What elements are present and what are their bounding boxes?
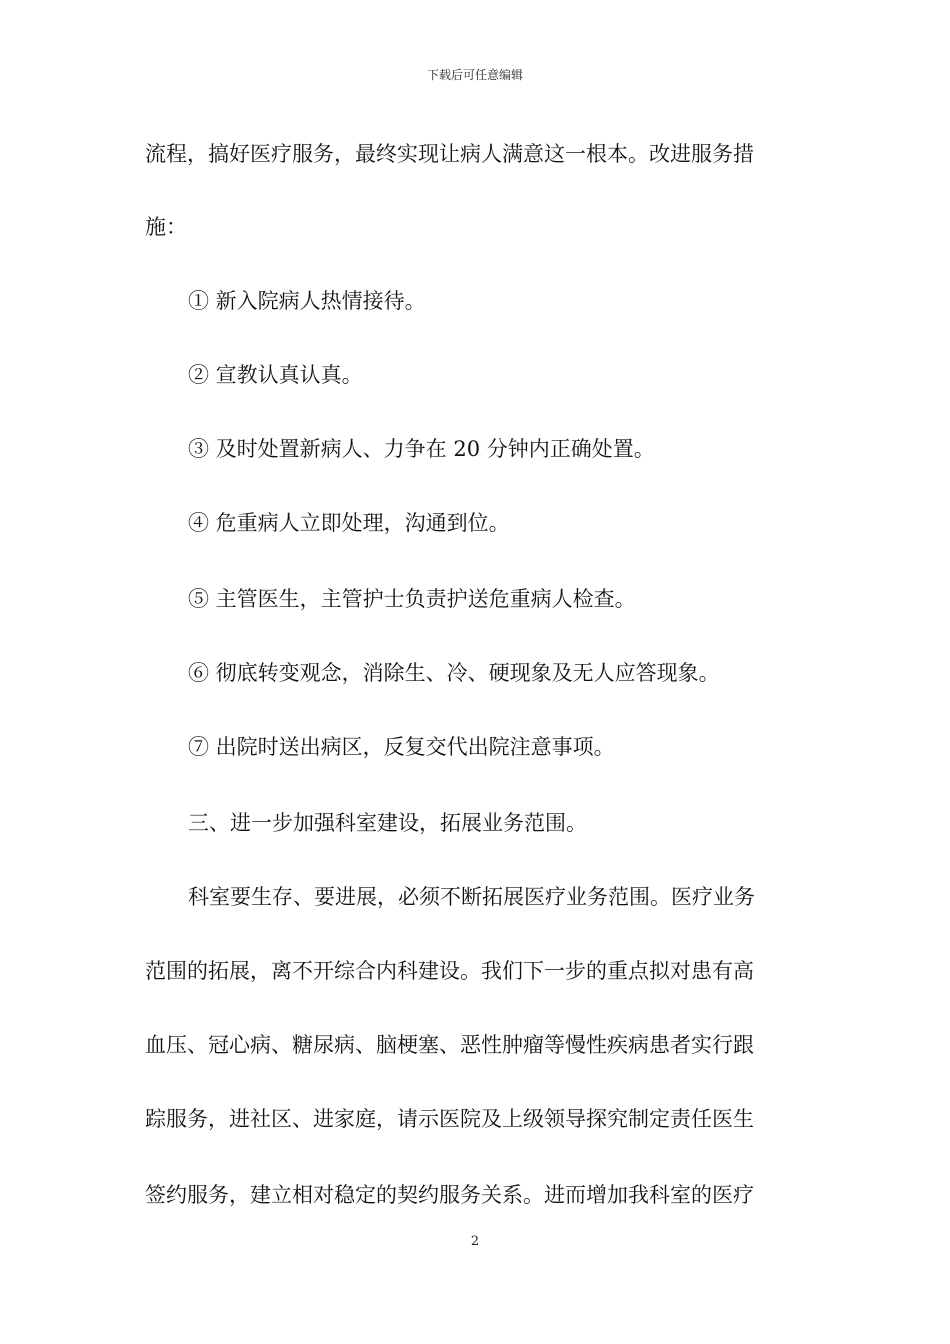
- list-item: ② 宣教认真认真。: [188, 363, 363, 387]
- list-item: ④ 危重病人立即处理，沟通到位。: [188, 511, 510, 535]
- body-line: 流程，搞好医疗服务，最终实现让病人满意这一根本。改进服务措: [145, 142, 754, 166]
- section-heading: 三、进一步加强科室建设，拓展业务范围。: [188, 811, 587, 835]
- list-item: ③ 及时处置新病人、力争在 20 分钟内正确处置。: [188, 437, 655, 461]
- list-item: ① 新入院病人热情接待。: [188, 289, 426, 313]
- list-item: ⑦ 出院时送出病区，反复交代出院注意事项。: [188, 735, 615, 759]
- body-line: 签约服务，建立相对稳定的契约服务关系。进而增加我科室的医疗: [145, 1183, 754, 1207]
- body-line: 施：: [145, 215, 187, 239]
- list-item: ⑤ 主管医生，主管护士负责护送危重病人检查。: [188, 587, 636, 611]
- body-line: 范围的拓展，离不开综合内科建设。我们下一步的重点拟对患有高: [145, 959, 754, 983]
- list-item: ⑥ 彻底转变观念，消除生、冷、硬现象及无人应答现象。: [188, 661, 720, 685]
- body-line: 血压、冠心病、糖尿病、脑梗塞、恶性肿瘤等慢性疾病患者实行跟: [145, 1033, 754, 1057]
- body-line: 踪服务，进社区、进家庭，请示医院及上级领导探究制定责任医生: [145, 1107, 754, 1131]
- body-line: 科室要生存、要进展，必须不断拓展医疗业务范围。医疗业务: [188, 885, 755, 909]
- page-header: 下载后可任意编辑: [426, 68, 523, 82]
- page-number: 2: [470, 1234, 480, 1249]
